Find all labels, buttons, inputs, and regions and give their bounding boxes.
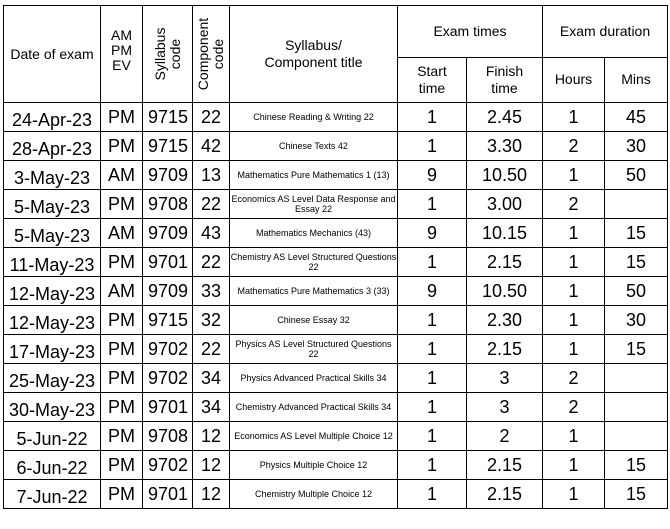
cell-ampm: PM [101,393,143,422]
cell-date: 5-May-23 [4,219,101,248]
header-component-code-text: Component code [195,17,226,91]
cell-mins [605,393,668,422]
cell-hours: 2 [543,132,605,161]
cell-hours: 1 [543,277,605,306]
cell-hours: 1 [543,422,605,451]
table-row [4,480,668,509]
cell-syllabus-code: 9709 [143,161,193,190]
exam-timetable [3,5,668,509]
cell-mins: 15 [605,219,668,248]
cell-component-code: 12 [193,451,230,480]
cell-mins: 50 [605,277,668,306]
cell-title: Chemistry Advanced Practical Skills 34 [230,393,398,422]
header-ampm: AM PM EV [101,6,143,103]
cell-finish-time: 3 [467,393,543,422]
cell-ampm: AM [101,161,143,190]
cell-title: Physics AS Level Structured Questions 22 [230,335,398,364]
cell-hours: 2 [543,190,605,219]
cell-ampm: PM [101,190,143,219]
cell-mins: 15 [605,480,668,509]
cell-syllabus-code: 9702 [143,364,193,393]
cell-syllabus-code: 9702 [143,451,193,480]
cell-ampm: PM [101,248,143,277]
cell-hours: 1 [543,219,605,248]
cell-ampm: PM [101,335,143,364]
cell-finish-time: 2.45 [467,103,543,132]
cell-syllabus-code: 9701 [143,480,193,509]
cell-mins: 50 [605,161,668,190]
cell-start-time: 9 [398,219,467,248]
cell-title: Physics Advanced Practical Skills 34 [230,364,398,393]
cell-mins [605,364,668,393]
table-row [4,451,668,480]
cell-start-time: 9 [398,161,467,190]
cell-syllabus-code: 9708 [143,422,193,451]
cell-title: Mathematics Pure Mathematics 3 (33) [230,277,398,306]
cell-component-code: 42 [193,132,230,161]
cell-ampm: AM [101,277,143,306]
cell-finish-time: 10.15 [467,219,543,248]
cell-hours: 2 [543,364,605,393]
cell-ampm: PM [101,364,143,393]
cell-date: 11-May-23 [4,248,101,277]
cell-mins: 15 [605,248,668,277]
cell-syllabus-code: 9715 [143,103,193,132]
cell-mins: 45 [605,103,668,132]
table-row [4,364,668,393]
cell-title: Mathematics Pure Mathematics 1 (13) [230,161,398,190]
cell-start-time: 1 [398,451,467,480]
cell-syllabus-code: 9715 [143,306,193,335]
cell-hours: 1 [543,480,605,509]
cell-date: 5-Jun-22 [4,422,101,451]
cell-finish-time: 2.30 [467,306,543,335]
table-row [4,103,668,132]
cell-ampm: PM [101,480,143,509]
cell-ampm: PM [101,306,143,335]
table-row [4,335,668,364]
cell-finish-time: 3.30 [467,132,543,161]
cell-start-time: 1 [398,103,467,132]
cell-hours: 1 [543,306,605,335]
cell-component-code: 12 [193,422,230,451]
cell-date: 6-Jun-22 [4,451,101,480]
cell-title: Economics AS Level Data Response and Essay 22 [230,190,398,219]
cell-date: 28-Apr-23 [4,132,101,161]
cell-date: 25-May-23 [4,364,101,393]
header-title: Syllabus/ Component title [230,6,398,103]
cell-component-code: 12 [193,480,230,509]
cell-finish-time: 2.15 [467,335,543,364]
cell-syllabus-code: 9709 [143,219,193,248]
cell-finish-time: 2.15 [467,451,543,480]
cell-date: 12-May-23 [4,306,101,335]
table-row [4,422,668,451]
cell-syllabus-code: 9715 [143,132,193,161]
cell-date: 12-May-23 [4,277,101,306]
cell-date: 3-May-23 [4,161,101,190]
cell-start-time: 1 [398,480,467,509]
header-syllabus-code [143,6,193,103]
cell-mins: 15 [605,451,668,480]
table-row [4,277,668,306]
cell-syllabus-code: 9701 [143,248,193,277]
cell-hours: 1 [543,103,605,132]
cell-hours: 1 [543,451,605,480]
cell-component-code: 33 [193,277,230,306]
cell-mins [605,190,668,219]
cell-component-code: 34 [193,364,230,393]
header-syllabus-code-text: Syllabus code [151,27,183,81]
cell-ampm: PM [101,422,143,451]
cell-ampm: PM [101,451,143,480]
cell-hours: 1 [543,248,605,277]
cell-finish-time: 2.15 [467,248,543,277]
cell-title: Chinese Reading & Writing 22 [230,103,398,132]
cell-finish-time: 3 [467,364,543,393]
cell-start-time: 1 [398,190,467,219]
cell-mins: 15 [605,335,668,364]
table-row [4,306,668,335]
cell-date: 24-Apr-23 [4,103,101,132]
cell-finish-time: 3.00 [467,190,543,219]
header-hours: Hours [543,57,605,102]
cell-start-time: 1 [398,248,467,277]
cell-ampm: PM [101,132,143,161]
cell-finish-time: 2 [467,422,543,451]
cell-component-code: 34 [193,393,230,422]
cell-syllabus-code: 9708 [143,190,193,219]
header-exam-times: Exam times [398,6,543,58]
cell-component-code: 22 [193,190,230,219]
cell-ampm: AM [101,219,143,248]
table-row [4,393,668,422]
cell-start-time: 1 [398,422,467,451]
cell-component-code: 43 [193,219,230,248]
cell-finish-time: 2.15 [467,480,543,509]
table-row [4,132,668,161]
cell-component-code: 13 [193,161,230,190]
table-row [4,190,668,219]
cell-title: Chinese Texts 42 [230,132,398,161]
cell-finish-time: 10.50 [467,161,543,190]
cell-component-code: 22 [193,103,230,132]
header-mins: Mins [605,57,668,102]
cell-title: Chemistry AS Level Structured Questions 22 [230,248,398,277]
cell-mins: 30 [605,306,668,335]
header-finish-time: Finish time [467,57,543,102]
cell-hours: 1 [543,335,605,364]
cell-syllabus-code: 9702 [143,335,193,364]
cell-hours: 2 [543,393,605,422]
cell-finish-time: 10.50 [467,277,543,306]
cell-start-time: 1 [398,335,467,364]
cell-syllabus-code: 9701 [143,393,193,422]
cell-start-time: 1 [398,364,467,393]
cell-component-code: 22 [193,248,230,277]
cell-start-time: 1 [398,393,467,422]
cell-start-time: 9 [398,277,467,306]
cell-start-time: 1 [398,132,467,161]
cell-mins: 30 [605,132,668,161]
cell-component-code: 32 [193,306,230,335]
cell-date: 7-Jun-22 [4,480,101,509]
header-exam-duration: Exam duration [543,6,668,58]
table-row [4,219,668,248]
cell-date: 30-May-23 [4,393,101,422]
cell-date: 17-May-23 [4,335,101,364]
cell-title: Chinese Essay 32 [230,306,398,335]
header-component-code [193,6,230,103]
cell-hours: 1 [543,161,605,190]
cell-ampm: PM [101,103,143,132]
cell-syllabus-code: 9709 [143,277,193,306]
cell-title: Economics AS Level Multiple Choice 12 [230,422,398,451]
cell-date: 5-May-23 [4,190,101,219]
cell-title: Chemistry Multiple Choice 12 [230,480,398,509]
header-date: Date of exam [4,6,101,103]
cell-title: Physics Multiple Choice 12 [230,451,398,480]
cell-start-time: 1 [398,306,467,335]
table-row [4,248,668,277]
cell-component-code: 22 [193,335,230,364]
cell-title: Mathematics Mechanics (43) [230,219,398,248]
cell-mins [605,422,668,451]
table-row [4,161,668,190]
header-start-time: Start time [398,57,467,102]
